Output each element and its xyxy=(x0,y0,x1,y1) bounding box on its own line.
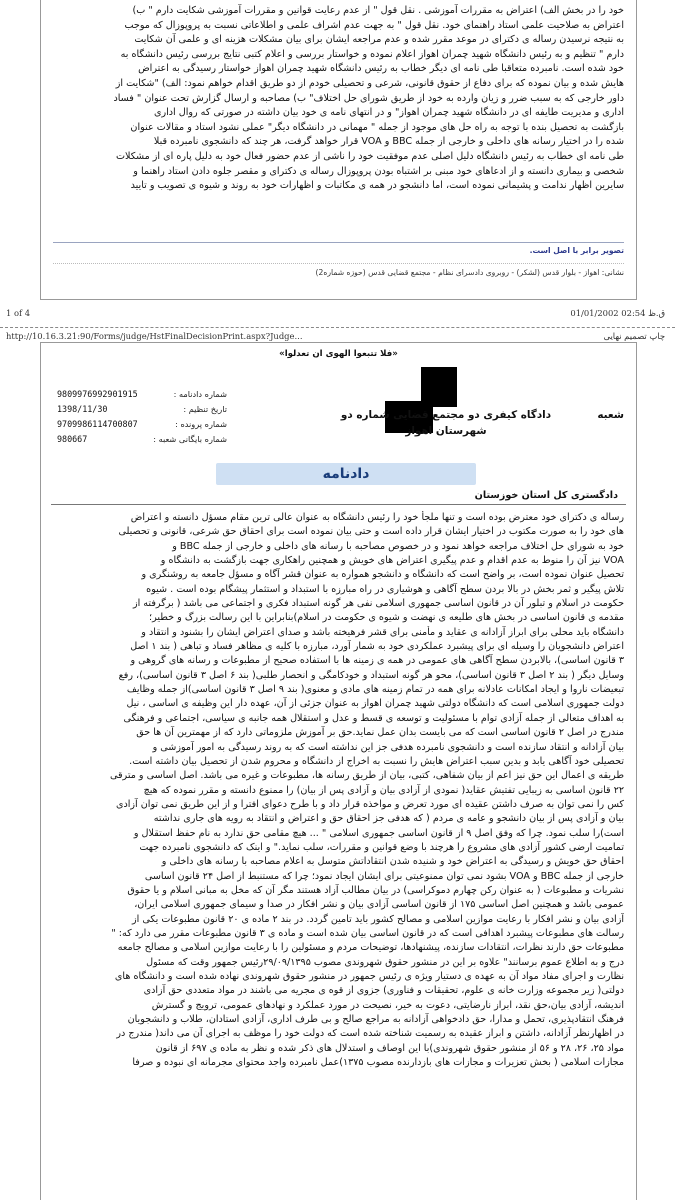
text-line: در اظهارنظر آزادانه، داشتن و ابراز عقیده به رسمیت شناخته شده است که دولت خود را موظف به اجرای آن می داند( مندرج در xyxy=(116,1028,624,1040)
metadata-label: شماره پرونده : xyxy=(175,419,227,429)
text-line: مقدمه ی قانون اساسی در بخش های طلیعه ی نهضت و شیوه ی حکومت در اسلام)بنابراین با این رسالت بزرگ و خطیر؛ xyxy=(149,612,624,624)
text-line: احقاق حق خویش و رسیدگی به اعتراض خود و شنیده شدن انتقاداتش متوسل به اعلام مصاحبه با رسانه های داخلی و xyxy=(161,856,624,868)
text-line: رساله ی دکترای خود معترض بوده است و تنها ملجأ خود را رئیس دانشگاه به عنوان عالی ترین مقام مسؤل دانسته و اعتراض xyxy=(130,512,624,523)
text-line: بیان و آزادی پس از بیان دانشجو و عامه ی مردم ( که هدفی جز احقاق حق و اعتراض و انتقاد به رویه های جاری نداشته xyxy=(153,813,624,825)
previous-page-text xyxy=(41,0,636,240)
branch-line-1: دادگاه کیفری دو مجتمع قضایی شماره دو xyxy=(340,409,552,421)
verdict-document xyxy=(40,342,637,1200)
print-datetime: 01/01/2002 02:54 ق.ظ xyxy=(570,308,665,318)
text-line: ۳ قانون اساسی)، بالابردن سطح آگاهی های عمومی در همه ی زمینه ها با استفاده صحیح از مطبوعات و رسانه های گروهی و xyxy=(130,655,624,667)
text-line: فرهنگ انتقادپذیری، تحمل و مدارا، حق دادخواهی آزادانه به مراجع صالح و بی طرف اداری، آزادی استادان، طلاب و دانشجویان xyxy=(127,1014,624,1026)
print-url[interactable]: http://10.16.3.21:90/Forms/judge/HstFinalDecisionPrint.aspx?Judge... xyxy=(6,331,303,341)
text-line: خارجی از جمله BBC و VOA بشود نمی توان ممنوعیتی برای ایشان ایجاد نمود؛ چرا که مستنبط از اصل ۲۴ قانون اساسی xyxy=(144,870,624,882)
text-line: اداری و مدیریت طایفه ای در دانشگاه شهید چمران اهواز" و در انتهای نامه ی خود بیان داشته در صورتی که روال اداری xyxy=(153,107,624,119)
text-line: طریقه ی اعمال این حق نیز اعم از بیان شفاهی، کتبی، بیان از طریق رسانه ها، مطبوعات و غیره می باشد. اصل اساسی و مترقی xyxy=(109,770,624,782)
text-line: طی نامه ای خطاب به رئیس دانشگاه دلیل اصلی عدم موفقیت خود را ناشی از عدم حضور فعال خود به دلیل پاره ای از مشکلات xyxy=(115,150,624,162)
document-title: دادنامه xyxy=(216,463,476,485)
text-line: تحصیلی خود آگاهی یابد و بدین سبب اعتراض هایش را نسبت به اخراج از دانشگاه و محروم شدن از تحصیل بیان داشته است. xyxy=(129,755,624,767)
metadata-row xyxy=(57,387,227,402)
verdict-body-text xyxy=(53,511,624,1200)
metadata-label: تاریخ تنظیم : xyxy=(183,404,227,414)
text-line: عمومی باشد و همچنین اصل اساسی ۱۷۵ از قانون اساسی آزادی بیان و نشر افکار در صدا و سیمای جمهوری اسلامی ایران، xyxy=(134,899,624,911)
metadata-value: 9709986114700807 xyxy=(57,419,138,429)
branch-line-2: شهرستان اهواز xyxy=(405,425,487,437)
metadata-row xyxy=(57,417,227,432)
footer-rule xyxy=(53,242,624,243)
text-line: ۲۲ قانون اساسی به زیبایی تفتیش عقاید( نمودی از آزادی بیان و آزادی پس از بیان) را ممنوع دانسته و مقرر نموده که هیچ xyxy=(143,784,624,796)
text-line: بازگشت به تحصیل بنده با توجه به راه حل های موجود از جمله " مهمانی در دانشگاه دیگر" عملی نشود استاد و مقالات عنوان xyxy=(130,121,624,133)
text-line: کس را نمی توان به صرف داشتن عقیده ای مورد تعرض و مواخذه قرار داد و با طرح دعوای افترا و از این طریق نمی توان آزادی xyxy=(115,798,624,810)
text-line: حکومت در اسلام و تبلور آن در قانون اساسی جمهوری اسلامی نفی هر گونه استبداد فکری و اجتماعی می باشد ( برگرفته از xyxy=(132,598,624,610)
previous-page-panel xyxy=(40,0,637,300)
metadata-row xyxy=(57,432,227,447)
text-line: اندیشه، آزادی بیان،حق نقد، ابراز نارضایتی، دعوت به خیر، نصیحت در مورد عملکرد و نهادهای عمومی، ترویج و گسترش xyxy=(151,999,624,1011)
text-line: مطبوعات حق دارند نظرات، انتقادات سازنده، پیشنهادها، توضیحات مردم و مسئولین را با رعایت موازین اسلامی و مصالح جامعه xyxy=(117,942,624,954)
text-line: به نتیجه نرسیدن رساله ی دکترای در موعد مقرر شده و عدم مراجعه ایشان برای بیان مشکلات هزینه ای و علمی آن شکایت xyxy=(134,34,624,46)
court-address: نشانی: اهواز - بلوار قدس (لشکر) - روبروی دادسرای نظام - مجتمع قضایی قدس (حوزه شماره2) xyxy=(53,263,624,277)
text-line: VOA نیز آن را منوط به عدم اقدام و عدم پیگیری اعتراض های خویش و همچنین راهکاری جهت بازگشت به دانشگاه و xyxy=(160,555,624,567)
text-line: وسایل دیگر ( بند ۲ اصل ۳ قانون اساسی)، محو هر گونه استبداد و خودکامگی و انحصار طلبی( بند ۶ اصل ۳ قانون اساسی)، رفع xyxy=(118,669,624,681)
metadata-label: شماره بایگانی شعبه : xyxy=(153,434,227,444)
text-line: آزادی بیان و نشر افکار با رعایت موازین اسلامی و مصالح کشور باید تامین گردد. در بند ۲ ماده ی ۲۰ قانون مطبوعات یکی از xyxy=(132,913,624,925)
metadata-value: 980667 xyxy=(57,434,88,444)
text-line: مواد ۲۵، ۲۶، ۲۸ و ۵۶ از منشور حقوق شهروندی)با این اوصاف و استدلال های ذکر شده و نظر به ماده ی ۶۹۷ از قانون xyxy=(155,1042,624,1054)
metadata-row xyxy=(57,402,227,417)
text-line: دانشگاه باید محلی برای ابراز آزادانه ی عقاید و مأمنی برای قشر فرهیخته باشد و صدای اعتراض ایشان را بشنود و انتقاد و xyxy=(141,626,624,638)
metadata-value: 1398/11/30 xyxy=(57,404,108,414)
text-line: است)را سلب نمود. چرا که وفق اصل ۹ از قانون اساسی جمهوری اسلامی " ... هیچ مقامی حق ندارد به نام حفظ استقلال و xyxy=(133,827,624,839)
text-line: نشریات و مطبوعات ( به عنوان رکن چهارم دموکراسی) در بیان مطالب آزاد هستند مگر آن که مخل به مبانی اسلام و یا حقوق xyxy=(127,884,624,896)
page-break-divider xyxy=(0,327,675,328)
text-line: به اهداف متعالی از جمله آزادی توام با مسئولیت و توسعه ی قسط و عدل و استقلال همه جانبه ی سیاسی، اجتماعی و فرهنگی xyxy=(123,712,624,724)
metadata-label: شماره دادنامه : xyxy=(173,389,227,399)
header-rule xyxy=(51,504,626,505)
text-line: خود را در بخش الف) اعتراض به مقررات آموزشی . نقل قول " از عدم رعایت قوانین و مقررات آموزشی شکایت دارم " ب) xyxy=(132,5,624,16)
text-line: تمامیت ارضی کشور آزادی های مشروع را هرچند با وضع قوانین و مقررات، سلب نماید." و اینک که دانشجوی نامبرده جهت xyxy=(139,841,624,853)
case-metadata xyxy=(57,387,227,447)
text-line: مجازات اسلامی ( بخش تعزیرات و مجازات های بازدارنده مصوب ۱۳۷۵)عمل نامبرده واجد محتوای مجرمانه ای نبوده و صرفا xyxy=(132,1057,624,1069)
text-line: اعتراض به صلاحیت علمی استاد راهنمای خود. نقل قول " به جهت عدم اشراف علمی و اطلاعاتی نسبت به پروپوزال که موجب xyxy=(124,19,624,31)
quran-verse: «فلا تتبعوا الهوی ان تعدلوا» xyxy=(279,349,398,359)
metadata-value: 9809976992901915 xyxy=(57,389,138,399)
text-line: نظارت و اجرای مفاد مواد آن به عهده ی دستیار ویژه ی رئیس جمهور در منشور حقوق شهروندی نهاده شده است و دانشگاه های xyxy=(114,971,624,982)
text-line: تحصیل عنوان نموده است، بر واضح است که دانشگاه و دانشجو همواره به عنوان قشر آگاه و مسؤل جامعه به روشنگری و xyxy=(141,569,624,581)
text-line: مندرج در اصل ۲ قانون اساسی است که می بایست بدان عمل نماید.حق بر آموزش ملزوماتی دارد که از مهمترین آن ها حق xyxy=(136,727,624,739)
previous-page-footer xyxy=(53,242,624,277)
print-title: چاپ تصمیم نهایی xyxy=(603,331,665,341)
text-line: خود به شورای حل اختلاف مراجعه خواهد نمود و در خصوص مصاحبه با رسانه های داخلی و خارجی از جمله BBC و xyxy=(172,540,624,552)
text-line: سایرین اظهار ندامت و پشیمانی نموده است، اما دانشجو در همه ی مکاتبات و اظهارات خود به روند و شیوه ی تصویب و تایید xyxy=(130,180,624,192)
certified-copy-note: تصویر برابر با اصل است. xyxy=(529,246,624,255)
text-line: های خود را به صورت مکتوب در اختیار ایشان قرار داده است و حتی بیان نموده است برای احقاق حق شرعی، قانونی و تحصیلی xyxy=(118,526,624,538)
text-line: هایش شده و بیان نموده که برای دفاع از حقوق قانونی، شرعی و تحصیلی خودم از دو طریق اقدام خواهم نمود: الف) "شکایت از xyxy=(115,77,624,89)
court-branch xyxy=(316,407,624,439)
branch-prefix: شعبه xyxy=(597,409,624,421)
page-count: 1 of 4 xyxy=(6,308,31,318)
text-line: خود شده است. نامبرده متعاقبا طی نامه ای دیگر خطاب به رئیس دانشگاه شهید چمران اهواز خواستار رسیدگی به اعتراض xyxy=(138,63,624,75)
text-line: بیان آزادانه و انتقاد سازنده است و دانشجوی نامبرده هدفی جز این نداشته است که به روند رسیدگی به امور آموزشی و xyxy=(152,741,624,753)
justice-department: دادگستری کل استان خوزستان xyxy=(474,490,618,501)
text-line: تبعیضات ناروا و ایجاد امکانات عادلانه برای همه در تمام زمینه های مادی و معنوی( بند ۹ اصل ۳ قانون اساسی)از جمله وظایف xyxy=(126,684,624,696)
text-line: شخصی و بیماری دانسته و از ادعاهای خود مبنی بر اشتباه بودن پروپوزال رساله ی دکترای و مقصر جلوه دادن استاد راهنما و xyxy=(133,165,624,177)
text-line: رسالت های مطبوعات پیشبرد اهدافی است که در قانون اساسی بیان شده است و ماده ی ۳ قانون مطبوعات مقرر می دارد که: " xyxy=(111,927,624,939)
text-line: دارم " تنظیم و به رئیس دانشگاه شهید چمران اهواز اعلام نموده و خواستار بررسی و اعلام کتبی نتایج بررسی رئیس دانشگاه به xyxy=(120,48,624,60)
text-line: اعتراض دانشجویان را وسیله ای برای پیشبرد عملکردی خود به شمار آورد، مبارزه با کلیه ی مظاهر فساد و تباهی ( بند ۱ اصل xyxy=(130,641,624,653)
text-line: تلاش پیگیر و ثمر بخش در بالا بردن سطح آگاهی و هوشیاری در راه مبارزه با استبداد و استثمار پیشگام بوده است . شیوه xyxy=(146,583,624,595)
text-line: شده را در اختیار رسانه های داخلی و خارجی از جمله BBC و VOA قرار خواهد گرفت، هر چند که دانشجوی نامبرده قبلا xyxy=(153,136,624,148)
text-line: دولتی( زیر مجموعه وزارت خانه ی علوم، تحقیقات و فناوری) جزوی از قوه ی مجریه می باشند در مواد متعددی حق آزادی xyxy=(143,985,624,997)
text-line: درج و به اطلاع عموم برسانند" علاوه بر این در منشور حقوق شهروندی مصوب ۲۹/۰۹/۱۳۹۵رئیس جمهور وقت که مسئول xyxy=(146,956,624,968)
text-line: داور خارجی که به سبب ضرر و زیان وارده به خود از طریق شورای حل اختلاف" ب) مصاحبه و ارسال گزارش تحت عنوان " فساد xyxy=(113,92,624,104)
text-line: دولت جمهوری اسلامی است که دانشگاه دولتی شهید چمران اهواز به عنوان جزئی از آن، عهده دار این وظیفه ی اساسی ، نیل xyxy=(126,698,624,710)
